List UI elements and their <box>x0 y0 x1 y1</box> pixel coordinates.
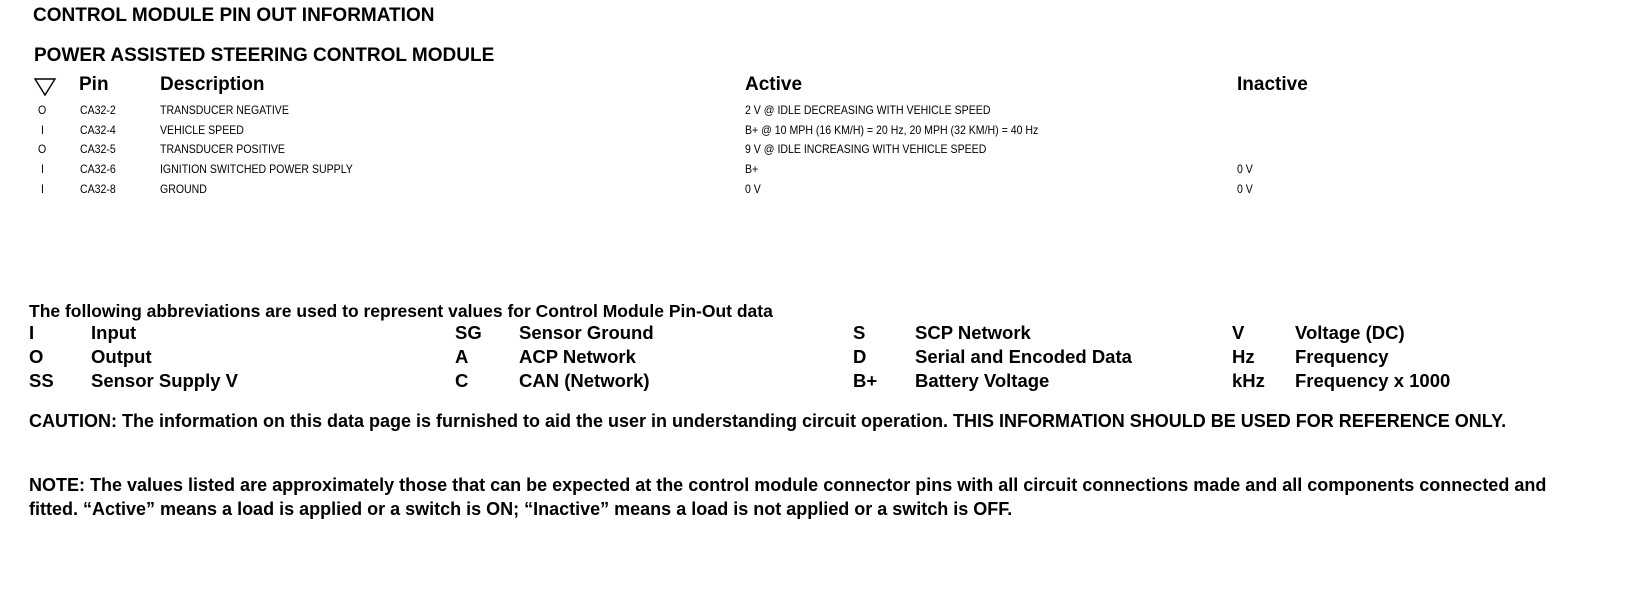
abbr-meaning: SCP Network <box>915 322 1031 343</box>
abbr-meaning: Output <box>91 346 152 367</box>
abbr-meaning: Serial and Encoded Data <box>915 346 1132 367</box>
column-header-active: Active <box>745 74 803 95</box>
abbr-meaning: Voltage (DC) <box>1295 322 1405 343</box>
row-io: I <box>41 182 44 196</box>
abbr-code: V <box>1232 322 1245 343</box>
down-triangle-icon <box>33 77 57 97</box>
row-io: I <box>41 123 44 137</box>
row-description: IGNITION SWITCHED POWER SUPPLY <box>160 162 353 176</box>
column-header-pin: Pin <box>79 74 109 95</box>
row-active: 0 V <box>745 182 761 196</box>
row-io: O <box>38 103 47 117</box>
note-text: NOTE: The values listed are approximately those that can be expected at the control module connector pins with all circuit connections made and all components connected and fitted. “Active” means a load is applied or a switch is ON; “Inactive” means a load is not applied or a switch is OFF. <box>29 475 1547 519</box>
caution-text: CAUTION: The information on this data page is furnished to aid the user in understanding circuit operation. THIS INFORMATION SHOULD BE USED FOR REFERENCE ONLY. <box>29 411 1507 431</box>
row-pin: CA32-4 <box>80 123 116 137</box>
abbr-code: C <box>455 370 469 391</box>
abbr-code: kHz <box>1232 370 1265 391</box>
abbr-meaning: Input <box>91 322 137 343</box>
abbr-code: SG <box>455 322 482 343</box>
abbr-code: A <box>455 346 469 367</box>
row-active: B+ <box>745 162 759 176</box>
row-io: O <box>38 142 47 156</box>
page-title: CONTROL MODULE PIN OUT INFORMATION <box>33 5 435 26</box>
abbr-meaning: Frequency <box>1295 346 1389 367</box>
abbr-code: Hz <box>1232 346 1255 367</box>
row-active: 9 V @ IDLE INCREASING WITH VEHICLE SPEED <box>745 142 987 156</box>
row-description: GROUND <box>160 182 207 196</box>
abbr-code: S <box>853 322 866 343</box>
row-description: TRANSDUCER NEGATIVE <box>160 103 289 117</box>
abbr-code: SS <box>29 370 54 391</box>
abbr-code: O <box>29 346 44 367</box>
row-active: 2 V @ IDLE DECREASING WITH VEHICLE SPEED <box>745 103 991 117</box>
module-title: POWER ASSISTED STEERING CONTROL MODULE <box>34 45 495 66</box>
abbr-meaning: CAN (Network) <box>519 370 650 391</box>
row-inactive: 0 V <box>1237 162 1253 176</box>
column-header-description: Description <box>160 74 265 95</box>
row-pin: CA32-2 <box>80 103 116 117</box>
row-pin: CA32-6 <box>80 162 116 176</box>
abbr-code: B+ <box>853 370 878 391</box>
row-pin: CA32-8 <box>80 182 116 196</box>
row-io: I <box>41 162 44 176</box>
row-active: B+ @ 10 MPH (16 KM/H) = 20 Hz, 20 MPH (32 KM/H) = 40 Hz <box>745 123 1039 137</box>
abbr-meaning: ACP Network <box>519 346 636 367</box>
abbr-meaning: Sensor Ground <box>519 322 654 343</box>
column-header-inactive: Inactive <box>1237 74 1308 95</box>
row-description: VEHICLE SPEED <box>160 123 244 137</box>
abbr-code: D <box>853 346 867 367</box>
row-inactive: 0 V <box>1237 182 1253 196</box>
abbreviations-intro: The following abbreviations are used to represent values for Control Module Pin-Out data <box>29 301 773 321</box>
row-description: TRANSDUCER POSITIVE <box>160 142 285 156</box>
row-pin: CA32-5 <box>80 142 116 156</box>
abbr-meaning: Frequency x 1000 <box>1295 370 1451 391</box>
abbr-meaning: Sensor Supply V <box>91 370 239 391</box>
abbr-meaning: Battery Voltage <box>915 370 1050 391</box>
abbr-code: I <box>29 322 35 343</box>
